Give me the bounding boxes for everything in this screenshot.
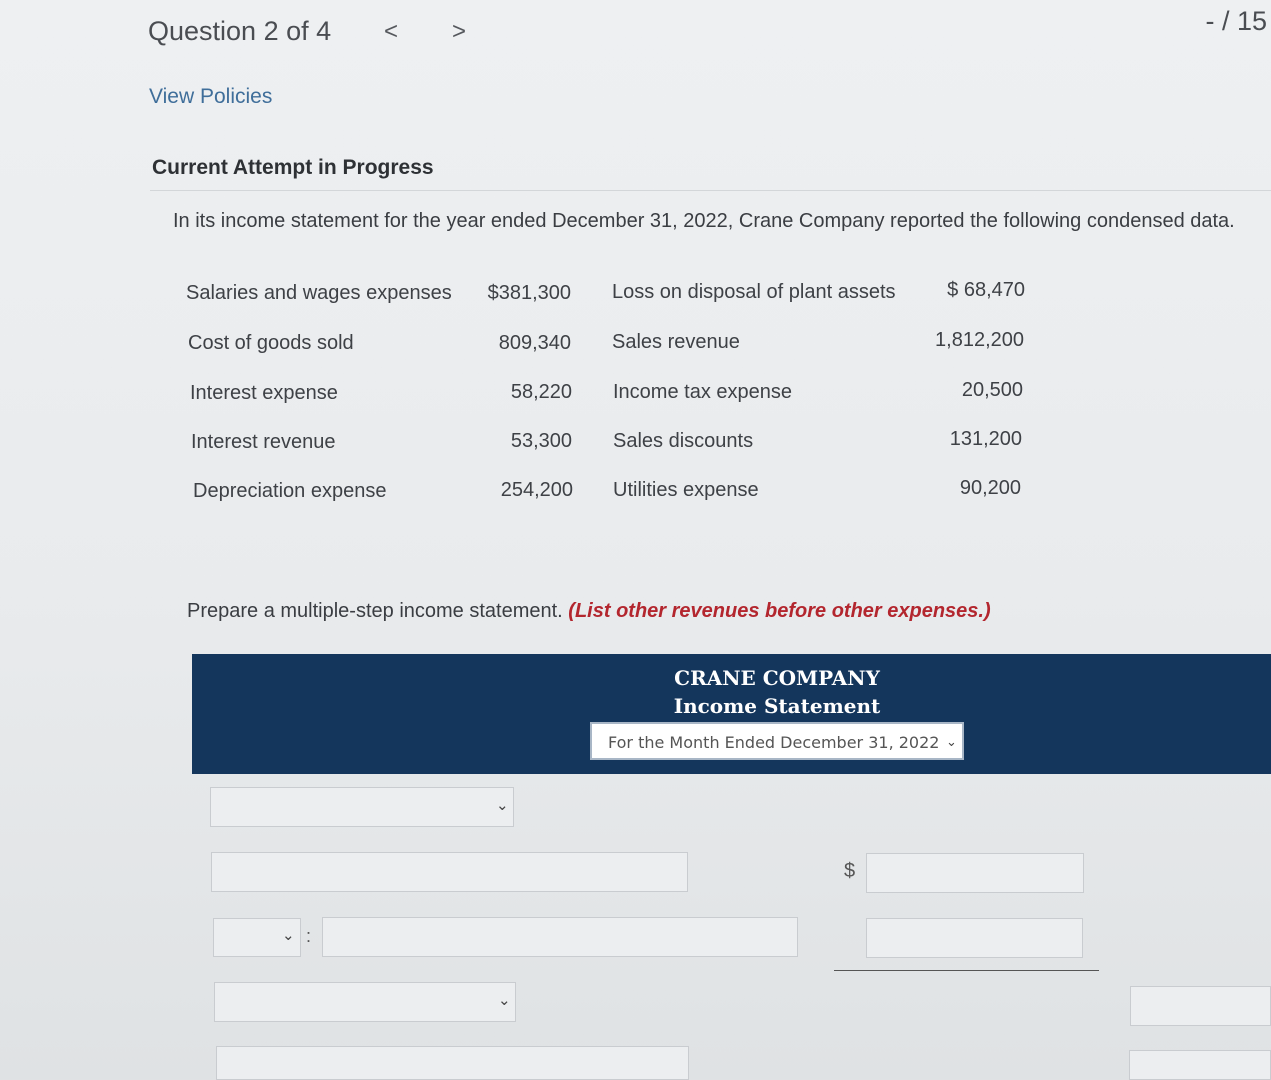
data-value: $381,300	[487, 282, 571, 304]
statement-header	[192, 654, 1271, 774]
line-item-input-1[interactable]	[211, 852, 688, 892]
period-select-value: For the Month Ended December 31, 2022	[608, 733, 940, 752]
data-value: $ 68,470	[947, 279, 1025, 301]
chevron-down-icon: ⌄	[498, 992, 511, 1009]
subtotal-underline	[834, 970, 1099, 971]
period-select[interactable]	[590, 722, 964, 760]
total-input-1[interactable]	[1130, 986, 1271, 1026]
instructions	[187, 600, 991, 623]
data-label: Salaries and wages expenses	[186, 282, 452, 304]
data-value: 809,340	[498, 332, 571, 354]
instructions-note: (List other revenues before other expenses.)	[568, 600, 991, 622]
data-value: 90,200	[959, 477, 1021, 499]
less-add-select[interactable]	[213, 918, 301, 957]
chevron-left-icon[interactable]: <	[384, 18, 399, 45]
data-label: Interest expense	[190, 382, 338, 404]
data-label: Income tax expense	[613, 381, 792, 403]
data-label: Cost of goods sold	[188, 332, 354, 354]
amount-input-2[interactable]	[866, 918, 1083, 958]
data-label: Sales revenue	[612, 331, 740, 353]
statement-title: Income Statement	[673, 694, 881, 718]
attempt-status: Current Attempt in Progress	[152, 156, 434, 179]
chevron-down-icon: ⌄	[282, 927, 295, 944]
data-value: 53,300	[510, 430, 572, 452]
data-label: Depreciation expense	[193, 480, 387, 502]
data-value: 1,812,200	[935, 329, 1024, 351]
data-label: Loss on disposal of plant assets	[612, 281, 896, 303]
question-text: In its income statement for the year ended December 31, 2022, Crane Company reported the following condensed data.	[173, 210, 1235, 232]
data-value: 131,200	[949, 428, 1022, 450]
divider	[150, 190, 1271, 191]
company-name: CRANE COMPANY	[674, 666, 880, 690]
total-input-2[interactable]	[1129, 1050, 1271, 1080]
chevron-right-icon[interactable]: >	[452, 18, 467, 45]
colon-label: :	[306, 926, 312, 946]
data-value: 20,500	[961, 379, 1023, 401]
view-policies-link[interactable]: View Policies	[149, 85, 273, 108]
data-value: 58,220	[510, 381, 572, 403]
dollar-sign: $	[844, 860, 856, 882]
data-value: 254,200	[500, 479, 573, 501]
account-select-1[interactable]	[210, 787, 514, 827]
data-label: Utilities expense	[613, 479, 759, 501]
line-item-input-3[interactable]	[216, 1046, 689, 1080]
data-label: Interest revenue	[191, 431, 336, 453]
line-item-input-2[interactable]	[322, 917, 798, 957]
amount-input-1[interactable]	[866, 853, 1084, 893]
instructions-text: Prepare a multiple-step income statement.	[187, 600, 563, 622]
account-select-2[interactable]	[214, 982, 516, 1022]
data-label: Sales discounts	[613, 430, 754, 452]
chevron-down-icon: ⌄	[946, 734, 957, 749]
score-display: - / 15	[1205, 6, 1267, 36]
question-counter: Question 2 of 4	[148, 16, 332, 46]
chevron-down-icon: ⌄	[496, 797, 509, 814]
